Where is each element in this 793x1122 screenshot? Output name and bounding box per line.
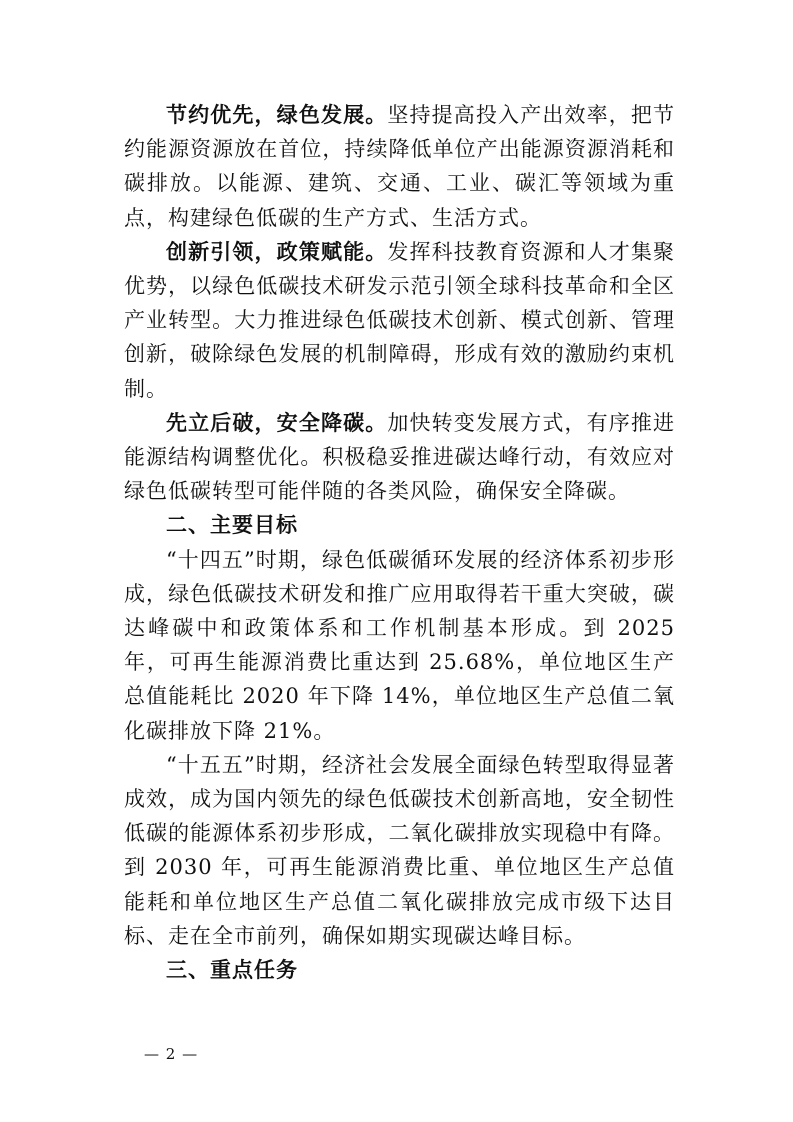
principle-text: 发挥科技教育资源和人才集聚优势，以绿色低碳技术研发示范引领全球科技革命和全区产业转型。大力推进绿色低碳技术创新、模式创新、管理创新，破除绿色发展的机制障碍，形成有效的激励约束机制。 xyxy=(124,239,676,401)
page-number: — 2 — xyxy=(144,1045,199,1063)
principle-paragraph-3 xyxy=(124,406,675,509)
principle-text: 加快转变发展方式，有序推进能源结构调整优化。积极稳妥推进碳达峰行动，有效应对绿色低碳转型可能伴随的各类风险，确保安全降碳。 xyxy=(124,410,676,504)
principle-lead: 创新引领，政策赋能。 xyxy=(166,238,388,264)
principle-paragraph-2 xyxy=(124,235,675,406)
principle-lead: 节约优先，绿色发展。 xyxy=(166,102,388,127)
principle-paragraph-1 xyxy=(124,98,675,235)
principle-text: 坚持提高投入产出效率，把节约能源资源放在首位，持续降低单位产出能源资源消耗和碳排放。以能源、建筑、交通、工业、碳汇等领域为重点，构建绿色低碳的生产方式、生活方式。 xyxy=(124,103,676,230)
goal-paragraph-1: “十四五”时期，绿色低碳循环发展的经济体系初步形成，绿色低碳技术研发和推广应用取得若干重大突破，碳达峰碳中和政策体系和工作机制基本形成。到 2025 年，可再生能源消费比重达到 25.68%，单位地区生产总值能耗比 2020 年下降 14%，单位地区生产总值二氧化碳排放下降 21%。 xyxy=(124,547,675,743)
section-heading-main-goals: 二、主要目标 xyxy=(166,512,298,538)
page-content xyxy=(124,98,675,987)
section-heading-key-tasks: 三、重点任务 xyxy=(166,957,298,983)
goal-paragraph-2: “十五五”时期，经济社会发展全面绿色转型取得显著成效，成为国内领先的绿色低碳技术创新高地，安全韧性低碳的能源体系初步形成，二氧化碳排放实现稳中有降。到 2030 年，可再生能源消费比重、单位地区生产总值能耗和单位地区生产总值二氧化碳排放完成市级下达目标、走在全市前列，确保如期实现碳达峰目标。 xyxy=(124,752,675,948)
principle-lead: 先立后破，安全降碳。 xyxy=(166,409,388,435)
